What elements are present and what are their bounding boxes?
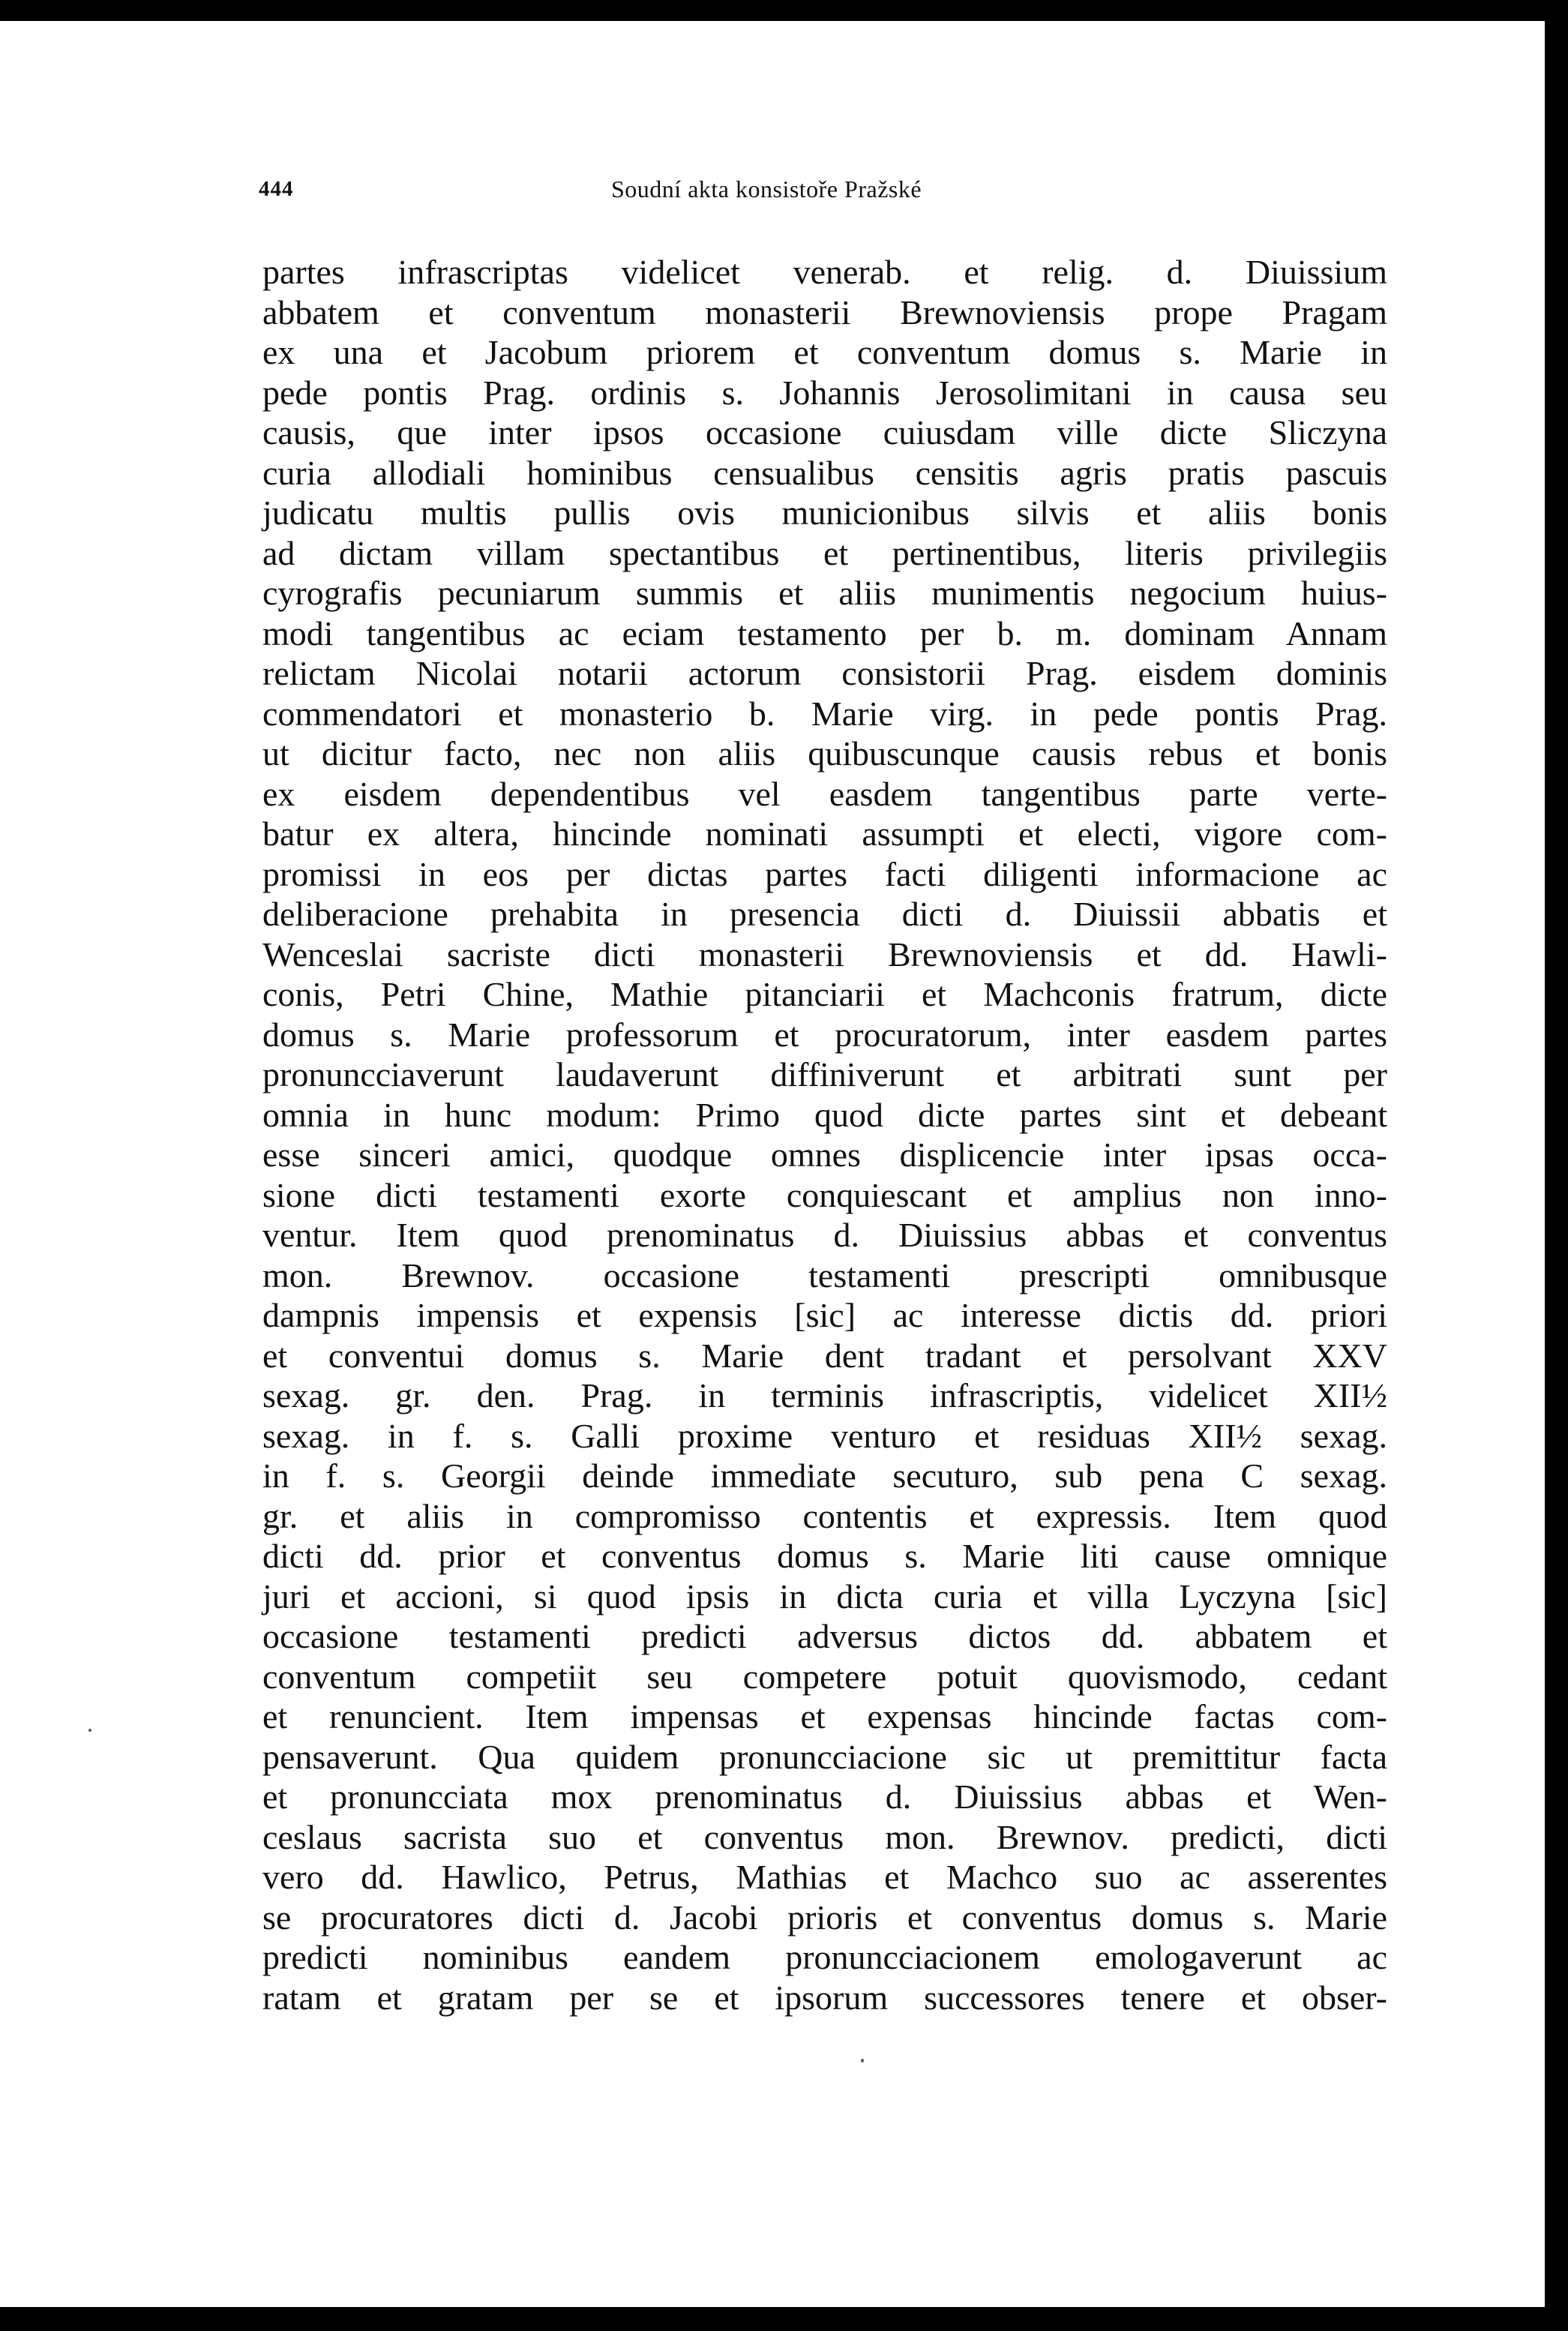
scan-speck [861, 2059, 864, 2062]
text-line: ceslaus sacrista suo et conventus mon. Brewnov. predicti, dicti [262, 1817, 1387, 1856]
text-line: deliberacione prehabita in presencia dicti d. Diuissii abbatis et [262, 895, 1387, 933]
text-line: promissi in eos per dictas partes facti diligenti informacione ac [262, 854, 1387, 893]
text-line: omnia in hunc modum: Primo quod dicte partes sint et debeant [262, 1095, 1387, 1134]
text-line: ad dictam villam spectantibus et pertinentibus, literis privilegiis [262, 533, 1387, 572]
text-line: pede pontis Prag. ordinis s. Johannis Jerosolimitani in causa seu [262, 373, 1387, 412]
text-line: commendatori et monasterio b. Marie virg. in pede pontis Prag. [262, 694, 1387, 733]
text-line: cyrografis pecuniarum summis et aliis munimentis negocium huius- [262, 574, 1387, 612]
text-line: ex una et Jacobum priorem et conventum domus s. Marie in [262, 333, 1387, 371]
text-line: causis, que inter ipsos occasione cuiusdam ville dicte Sliczyna [262, 413, 1387, 452]
text-line: se procuratores dicti d. Jacobi prioris et conventus domus s. Marie [262, 1898, 1387, 1936]
text-line: pensaverunt. Qua quidem pronuncciacione sic ut premittitur facta [262, 1737, 1387, 1776]
text-line: sione dicti testamenti exorte conquiescant et amplius non inno- [262, 1175, 1387, 1214]
text-line: Wenceslai sacriste dicti monasterii Brewnoviensis et dd. Hawli- [262, 934, 1387, 974]
scan-speck [88, 1729, 91, 1732]
body-text [262, 252, 1387, 2018]
text-line: pronuncciaverunt laudaverunt diffiniverunt et arbitrati sunt per [262, 1055, 1387, 1094]
text-line: predicti nominibus eandem pronuncciacionem emologaverunt ac [262, 1938, 1387, 1976]
running-title: Soudní akta konsistoře Pražské [611, 176, 922, 202]
page-header [259, 166, 1391, 212]
text-line: judicatu multis pullis ovis municionibus silvis et aliis bonis [262, 494, 1387, 532]
text-line: et pronuncciata mox prenominatus d. Diuissius abbas et Wen- [262, 1778, 1387, 1816]
text-line: occasione testamenti predicti adversus dictos dd. abbatem et [262, 1617, 1387, 1655]
text-line: in f. s. Georgii deinde immediate secuturo, sub pena C sexag. [262, 1456, 1387, 1495]
text-line: curia allodiali hominibus censualibus censitis agris pratis pascuis [262, 453, 1387, 492]
text-line: relictam Nicolai notarii actorum consistorii Prag. eisdem dominis [262, 654, 1387, 692]
text-line: ut dicitur facto, nec non aliis quibuscunque causis rebus et bonis [262, 734, 1387, 772]
text-line: sexag. in f. s. Galli proxime venturo et residuas XII½ sexag. [262, 1416, 1387, 1455]
text-line: ex eisdem dependentibus vel easdem tangentibus parte verte- [262, 774, 1387, 813]
text-line: dampnis impensis et expensis [sic] ac interesse dictis dd. priori [262, 1296, 1387, 1334]
text-line: conis, Petri Chine, Mathie pitanciarii et Machconis fratrum, dicte [262, 975, 1387, 1013]
text-line: mon. Brewnov. occasione testamenti prescripti omnibusque [262, 1256, 1387, 1294]
text-line: gr. et aliis in compromisso contentis et expressis. Item quod [262, 1496, 1387, 1535]
text-line: modi tangentibus ac eciam testamento per b. m. dominam Annam [262, 614, 1387, 652]
text-line: dicti dd. prior et conventus domus s. Marie liti cause omnique [262, 1537, 1387, 1575]
text-line: et renuncient. Item impensas et expensas hincinde factas com- [262, 1697, 1387, 1736]
text-line: ventur. Item quod prenominatus d. Diuissius abbas et conventus [262, 1216, 1387, 1254]
scan-edge-right [1545, 0, 1568, 2331]
text-line: juri et accioni, si quod ipsis in dicta curia et villa Lyczyna [sic] [262, 1576, 1387, 1616]
text-line: vero dd. Hawlico, Petrus, Mathias et Machco suo ac asserentes [262, 1858, 1387, 1896]
text-line: domus s. Marie professorum et procuratorum, inter easdem partes [262, 1015, 1387, 1054]
text-line: sexag. gr. den. Prag. in terminis infrascriptis, videlicet XII½ [262, 1376, 1387, 1414]
text-line: esse sinceri amici, quodque omnes displicencie inter ipsas occa- [262, 1136, 1387, 1174]
text-line: conventum competiit seu competere potuit quovismodo, cedant [262, 1657, 1387, 1696]
text-line: abbatem et conventum monasterii Brewnoviensis prope Pragam [262, 292, 1387, 332]
text-line: batur ex altera, hincinde nominati assumpti et electi, vigore com- [262, 814, 1387, 853]
page-number: 444 [259, 177, 294, 201]
text-line: ratam et gratam per se et ipsorum successores tenere et obser- [262, 1978, 1387, 2017]
text-line: partes infrascriptas videlicet venerab. et relig. d. Diuissium [262, 253, 1387, 291]
text-line: et conventui domus s. Marie dent tradant et persolvant XXV [262, 1336, 1387, 1375]
